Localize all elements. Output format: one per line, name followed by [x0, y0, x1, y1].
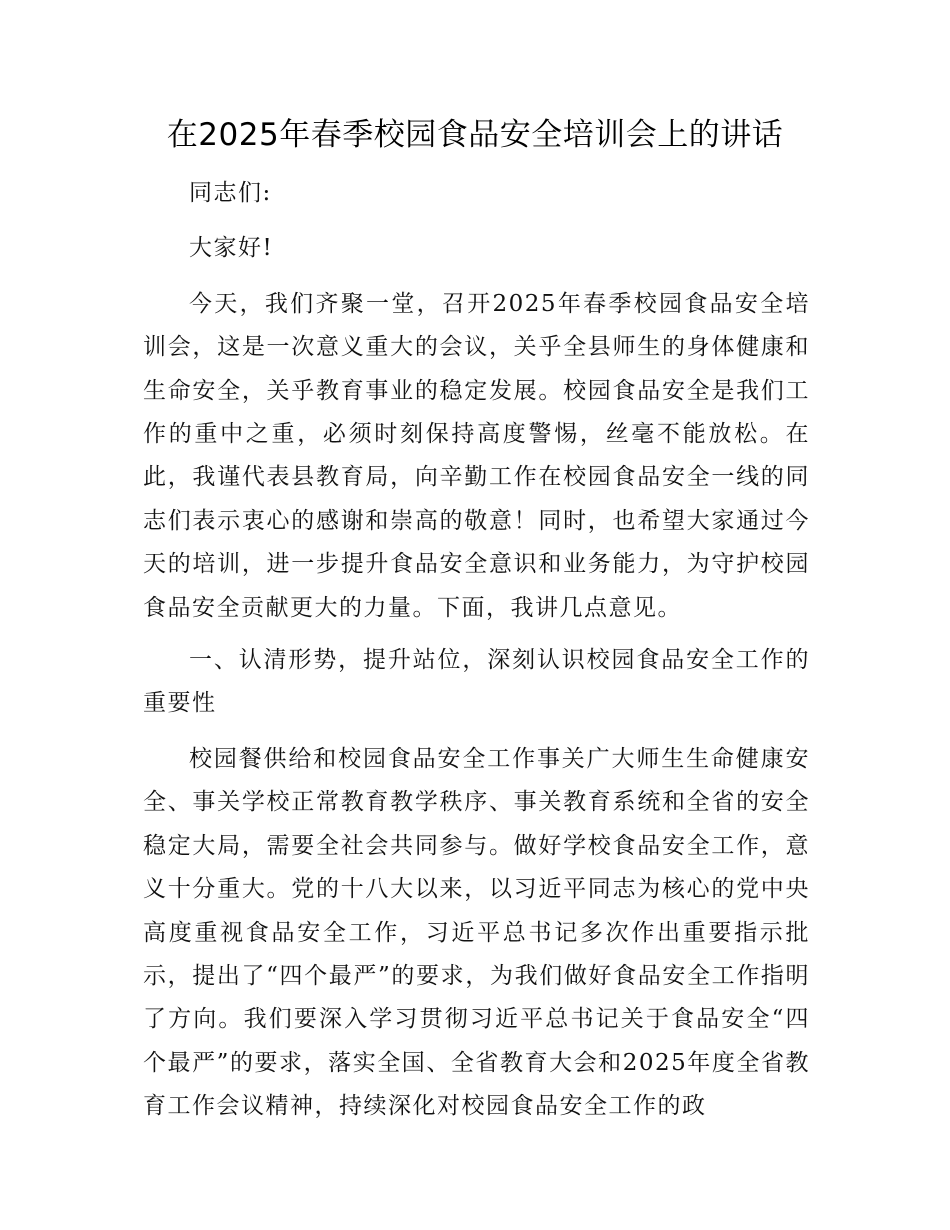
greeting: 大家好! — [189, 235, 274, 262]
document-title: 在2025年春季校园食品安全培训会上的讲话 — [166, 117, 784, 153]
intro-paragraph: 今天，我们齐聚一堂，召开2025年春季校园食品安全培训会，这是一次意义重大的会议，关乎全县师生的身体健康和生命安全，关乎教育事业的稳定发展。校园食品安全是我们工作的重中之重，必须时刻保持高度警惕，丝毫不能放松。在此，我谨代表县教育局，向辛勤工作在校园食品安全一线的同志们表示衷心的感谢和崇高的敬意！同时，也希望大家通过今天的培训，进一步提升食品安全意识和业务能力，为守护校园食品安全贡献更大的力量。下面，我讲几点意见。 — [143, 290, 810, 621]
salutation: 同志们: — [189, 180, 272, 206]
document-body — [143, 172, 810, 1138]
section-1-paragraph: 校园餐供给和校园食品安全工作事关广大师生生命健康安全、事关学校正常教育教学秩序、事关教育系统和全省的安全稳定大局，需要全社会共同参与。做好学校食品安全工作，意义十分重大。党的十八大以来，以习近平同志为核心的党中央高度重视食品安全工作，习近平总书记多次作出重要指示批示，提出了“四个最严”的要求，为我们做好食品安全工作指明了方向。我们要深入学习贯彻习近平总书记关于食品安全“四个最严”的要求，落实全国、全省教育大会和2025年度全省教育工作会议精神，持续深化对校园食品安全工作的政 — [143, 745, 810, 1120]
section-heading-1: 一、认清形势，提升站位，深刻认识校园食品安全工作的重要性 — [143, 647, 810, 717]
